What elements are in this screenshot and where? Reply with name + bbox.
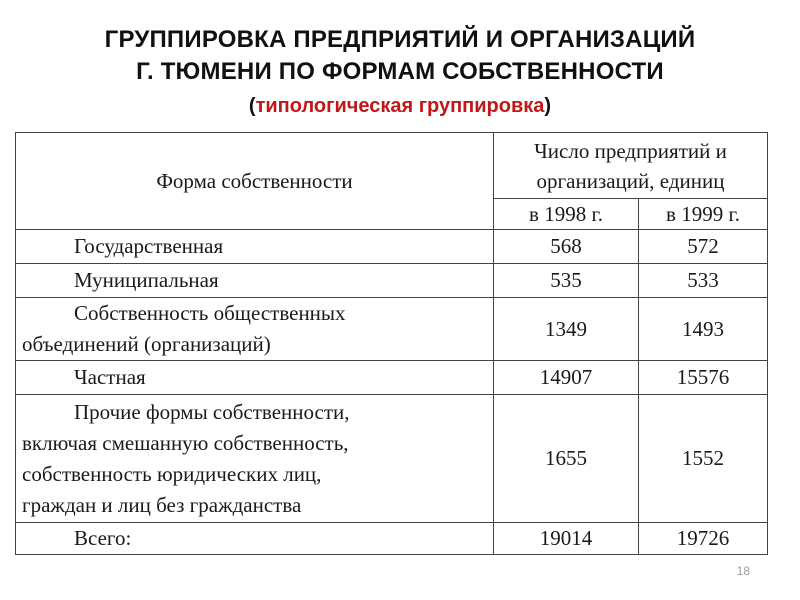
row-label-line: Собственность общественных bbox=[74, 301, 346, 325]
cell-1998: 535 bbox=[494, 264, 639, 298]
row-label-line: граждан и лиц без гражданства bbox=[22, 492, 302, 517]
row-label-line: Муниципальная bbox=[74, 268, 219, 292]
header-form: Форма собственности bbox=[16, 133, 494, 230]
header-count-line-1: Число предприятий и bbox=[534, 138, 727, 163]
header-year-1998: в 1998 г. bbox=[494, 199, 639, 230]
table-row-total bbox=[16, 523, 768, 555]
row-label-line: Государственная bbox=[74, 234, 224, 258]
header-count bbox=[494, 133, 768, 199]
row-label-line: Всего: bbox=[74, 526, 132, 550]
row-label-line: Прочие формы собственности, bbox=[74, 399, 350, 424]
cell-1999: 15576 bbox=[639, 361, 768, 395]
row-label-line: Частная bbox=[74, 365, 146, 389]
header-year-1999: в 1999 г. bbox=[639, 199, 768, 230]
cell-1998: 568 bbox=[494, 230, 639, 264]
cell-1999: 1552 bbox=[639, 395, 768, 523]
row-label bbox=[16, 361, 494, 395]
cell-1999: 572 bbox=[639, 230, 768, 264]
row-label bbox=[16, 264, 494, 298]
table-row bbox=[16, 298, 768, 361]
cell-1999: 19726 bbox=[639, 523, 768, 555]
cell-1999: 533 bbox=[639, 264, 768, 298]
row-label bbox=[16, 298, 494, 361]
header-count-line-2: организаций, единиц bbox=[536, 168, 725, 193]
slide-title bbox=[0, 24, 800, 88]
cell-1999: 1493 bbox=[639, 298, 768, 361]
cell-1998: 1655 bbox=[494, 395, 639, 523]
row-label-line: собственность юридических лиц, bbox=[22, 461, 322, 486]
cell-1998: 19014 bbox=[494, 523, 639, 555]
row-label-line: объединений (организаций) bbox=[22, 332, 271, 356]
table-row bbox=[16, 230, 768, 264]
ownership-table bbox=[15, 132, 768, 555]
cell-1998: 1349 bbox=[494, 298, 639, 361]
table-row bbox=[16, 264, 768, 298]
subtitle-open-paren: ( bbox=[248, 95, 256, 117]
row-label-line: включая смешанную собственность, bbox=[22, 430, 349, 455]
page-number: 18 bbox=[736, 564, 750, 578]
row-label bbox=[16, 523, 494, 555]
table-row bbox=[16, 361, 768, 395]
table-row bbox=[16, 395, 768, 523]
row-label bbox=[16, 395, 494, 523]
row-label bbox=[16, 230, 494, 264]
table-header-row bbox=[16, 133, 768, 199]
subtitle-text: типологическая группировка bbox=[255, 95, 545, 117]
cell-1998: 14907 bbox=[494, 361, 639, 395]
slide-subtitle bbox=[0, 94, 800, 118]
title-line-2: Г. ТЮМЕНИ ПО ФОРМАМ СОБСТВЕННОСТИ bbox=[136, 58, 664, 85]
subtitle-close-paren: ) bbox=[544, 95, 552, 117]
title-line-1: ГРУППИРОВКА ПРЕДПРИЯТИЙ И ОРГАНИЗАЦИЙ bbox=[104, 26, 696, 53]
